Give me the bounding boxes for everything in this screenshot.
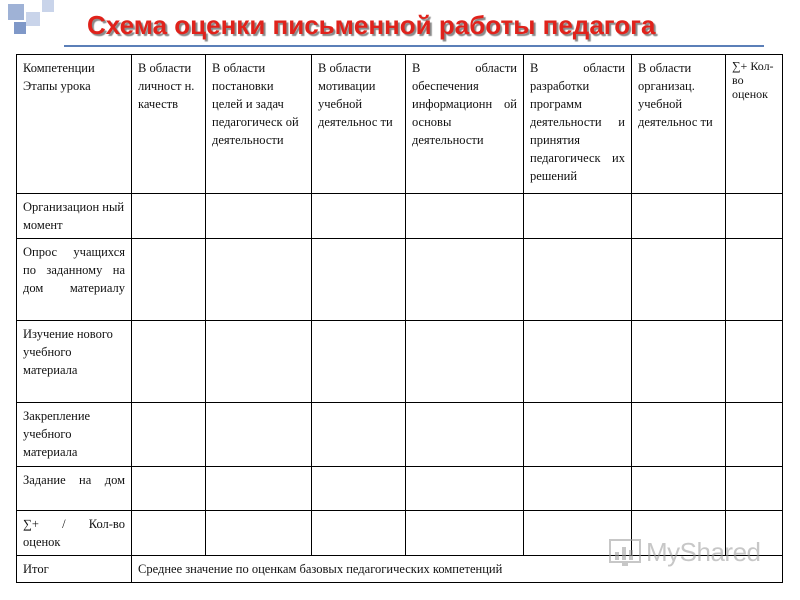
final-row-label: Итог: [17, 556, 132, 583]
table-row: [17, 321, 783, 403]
column-header: В области постановки целей и задач педагогическ ой деятельности: [206, 55, 312, 194]
table-row: [17, 239, 783, 321]
row-label: Изучение нового учебного материала: [17, 321, 132, 403]
table-row: [17, 194, 783, 239]
header-row: [17, 55, 783, 194]
table-row: [17, 403, 783, 467]
column-header: В области личност н. качеств: [132, 55, 206, 194]
column-header: В области разработки программ деятельности и принятия педагогическ их решений: [524, 55, 632, 194]
corner-label-stages: Этапы урока: [23, 79, 91, 93]
row-label: Опрос учащихся по заданному на дом материалу: [17, 239, 132, 321]
row-label: Закрепление учебного материала: [17, 403, 132, 467]
column-header: В области организац. учебной деятельнос ти: [632, 55, 726, 194]
corner-label-competencies: Компетенции: [23, 61, 95, 75]
column-header: В области мотивации учебной деятельнос ти: [312, 55, 406, 194]
final-row-text: Среднее значение по оценкам базовых педагогических компетенций: [132, 556, 783, 583]
watermark-text: MyShared: [646, 537, 761, 567]
column-header: В области обеспечения информационн ой основы деятельности: [406, 55, 524, 194]
page-title: Схема оценки письменной работы педагога: [87, 10, 656, 40]
chart-icon: [608, 538, 642, 568]
row-label: Задание на дом: [17, 467, 132, 511]
decorative-squares: [0, 0, 64, 40]
row-label: ∑+ / Кол-во оценок: [17, 511, 132, 556]
corner-cell: [17, 55, 132, 194]
column-header-sum: ∑+ Кол-во оценок: [726, 55, 783, 194]
title-underline: [64, 45, 764, 47]
evaluation-table: [16, 54, 783, 583]
row-label: Организацион ный момент: [17, 194, 132, 239]
watermark: [608, 537, 761, 568]
table-row: [17, 467, 783, 511]
